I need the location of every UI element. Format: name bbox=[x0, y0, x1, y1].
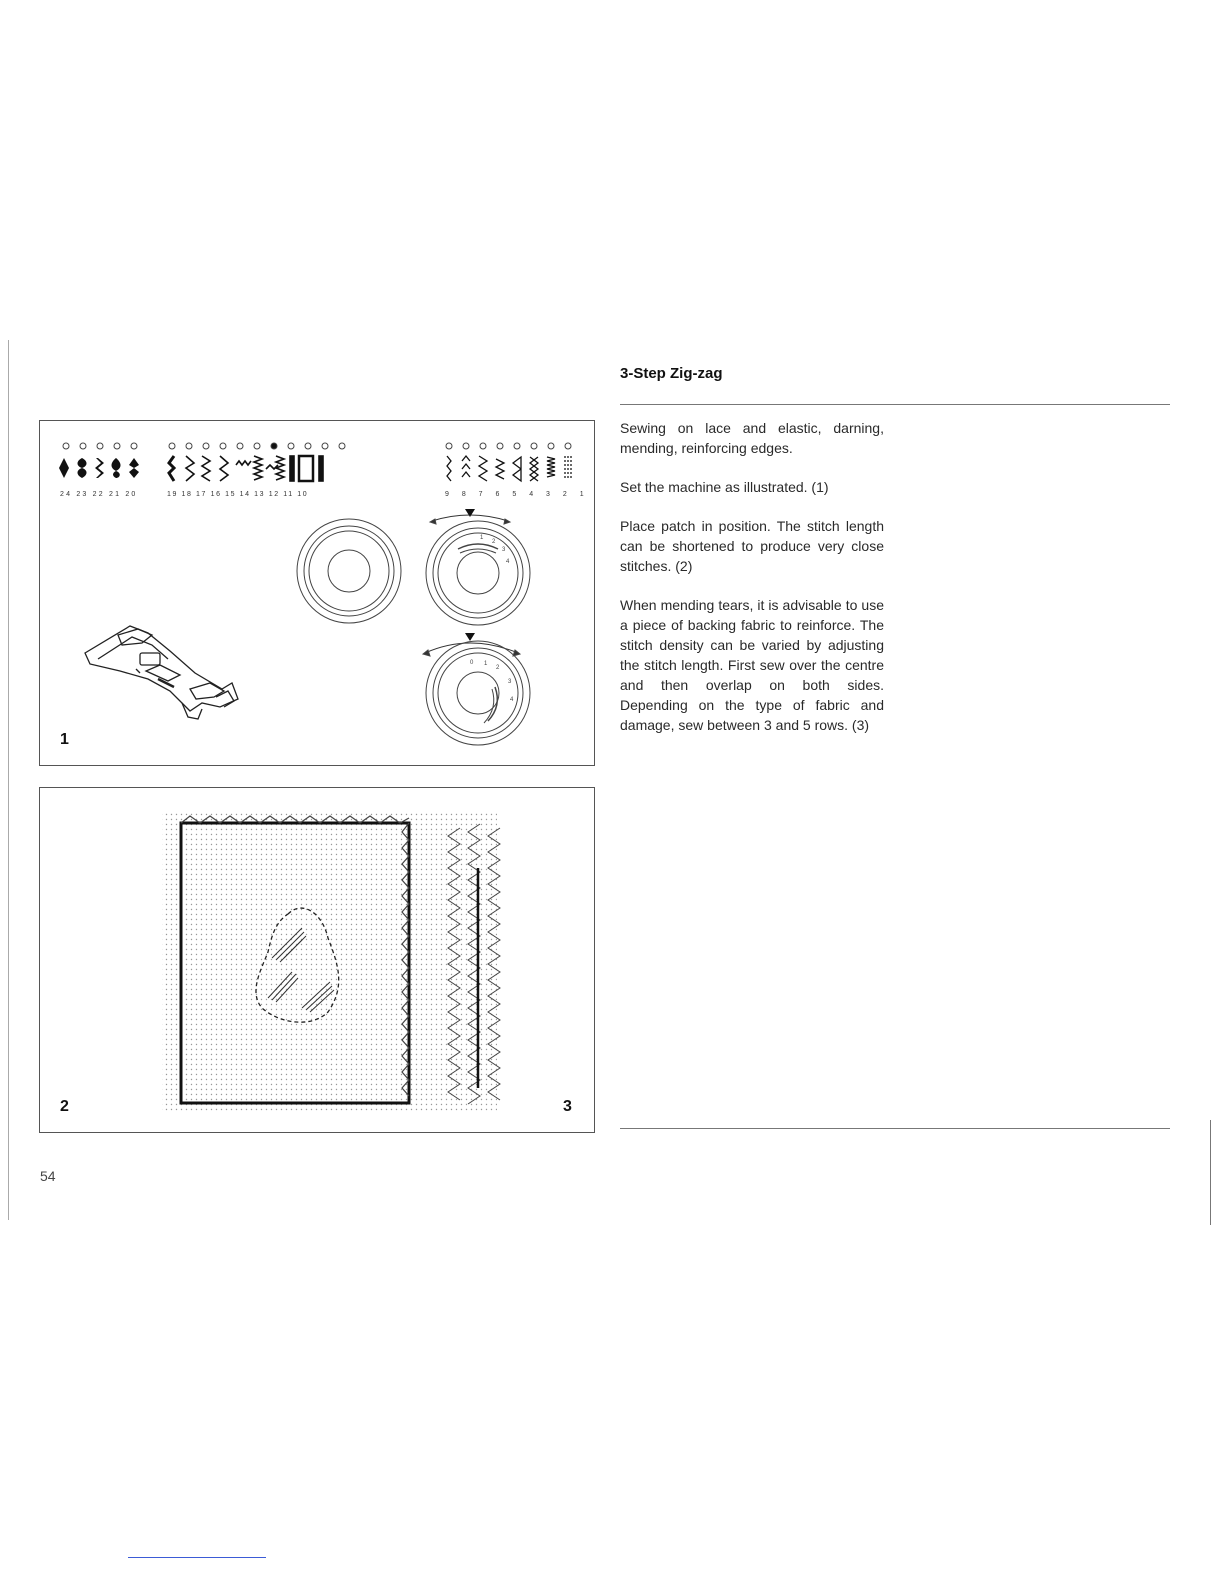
figure-1-illustration bbox=[40, 421, 594, 765]
svg-text:4: 4 bbox=[510, 697, 514, 703]
paragraph-uses: Sewing on lace and elastic, darning, mending, reinforcing edges. bbox=[620, 420, 884, 456]
stitch-length-dial bbox=[426, 509, 530, 625]
right-page-edge bbox=[1210, 1120, 1211, 1225]
stitch-symbols-middle bbox=[169, 456, 323, 481]
section-heading: 3-Step Zig-zag bbox=[620, 365, 723, 382]
stitch-selector-dots-left bbox=[63, 443, 137, 449]
figure-2-3-illustration bbox=[40, 788, 594, 1132]
paragraph-mending-tears: When mending tears, it is advisable to use a piece of backing fabric to reinforce. The stitch density can be varied by adjusting the stitch length. First sew over the centre and then overlap on both sides. Depending on the type of fabric and damage, sew between 3 and 5 rows. (3) bbox=[620, 597, 884, 733]
heading-rule bbox=[620, 404, 1170, 405]
svg-text:1: 1 bbox=[480, 535, 484, 541]
figure-1-label: 1 bbox=[60, 731, 69, 748]
figure-1-panel bbox=[39, 420, 595, 766]
needle-position-dial bbox=[423, 633, 530, 745]
bottom-rule bbox=[620, 1128, 1170, 1129]
decorative-stitch-symbols-left bbox=[59, 458, 139, 478]
svg-text:3: 3 bbox=[502, 547, 506, 553]
svg-text:1: 1 bbox=[484, 661, 488, 667]
zigzag-presser-foot bbox=[85, 626, 238, 719]
left-page-edge bbox=[8, 340, 9, 1220]
figure-3-label: 3 bbox=[563, 1098, 572, 1115]
page-number: 54 bbox=[40, 1168, 56, 1184]
stitch-numbers-right: 9 8 7 6 5 4 3 2 1 bbox=[445, 491, 590, 498]
stitch-numbers-left: 24 23 22 21 20 bbox=[60, 491, 138, 498]
fabric-background bbox=[162, 813, 497, 1113]
stitch-width-dial bbox=[297, 519, 401, 623]
bottom-edge-line bbox=[128, 1557, 266, 1558]
svg-text:2: 2 bbox=[492, 539, 496, 545]
stitch-selector-dots-middle bbox=[169, 443, 345, 449]
stitch-selector-dots-right bbox=[446, 443, 571, 449]
figure-2-3-panel bbox=[39, 787, 595, 1133]
svg-text:0: 0 bbox=[470, 660, 474, 666]
paragraph-place-patch: Place patch in position. The stitch length can be shortened to produce very close stitches. (2) bbox=[620, 518, 884, 574]
paragraph-set-machine: Set the machine as illustrated. (1) bbox=[620, 479, 829, 495]
svg-text:4: 4 bbox=[506, 559, 510, 565]
stitch-numbers-middle: 19 18 17 16 15 14 13 12 11 10 bbox=[167, 491, 309, 498]
stitch-symbols-right bbox=[447, 456, 572, 481]
svg-text:2: 2 bbox=[496, 665, 500, 671]
figure-2-label: 2 bbox=[60, 1098, 69, 1115]
svg-text:3: 3 bbox=[508, 679, 512, 685]
